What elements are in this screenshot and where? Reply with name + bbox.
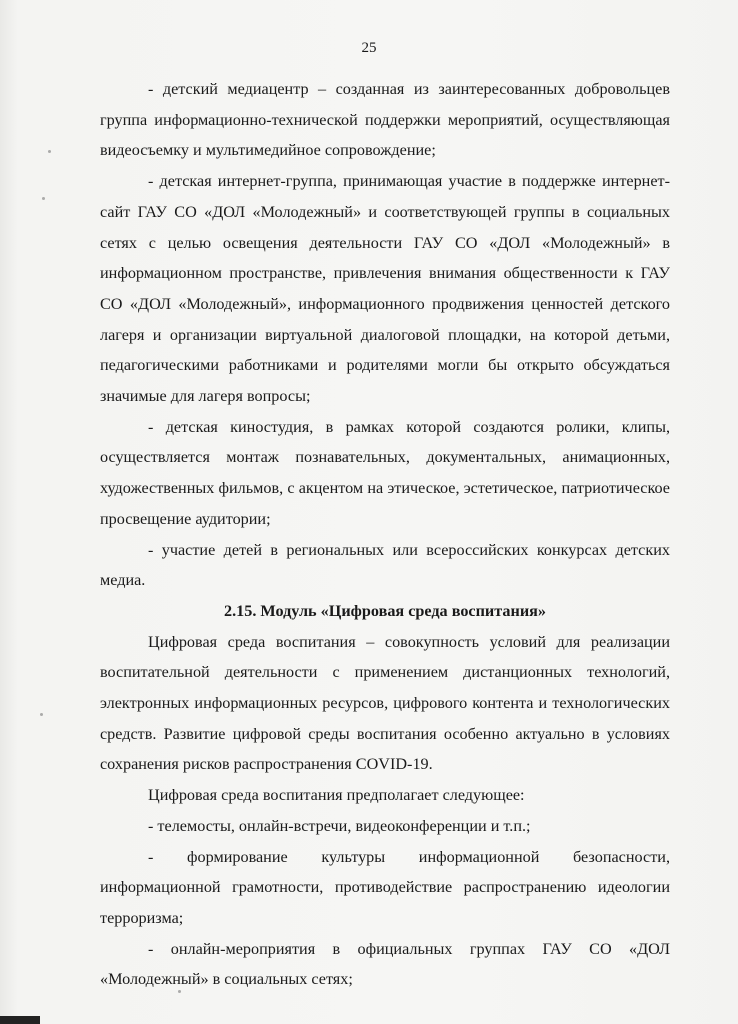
paragraph-digital-env-definition: Цифровая среда воспитания – совокупность условий для реализации воспитательной деятельности с применением дистанционных технологий, электронных информационных ресурсов, цифрового контента и технологических средств. Развитие цифровой среды воспитания особенно актуально в условиях сохранения рисков распространения COVID-19. (100, 632, 670, 774)
paragraph-film-studio: - детская киностудия, в рамках которой создаются ролики, клипы, осуществляется монтаж познавательных, документальных, анимационных, художественных фильмов, с акцентом на этическое, эстетическое, патриотическое просвещение аудитории; (100, 417, 670, 528)
document-body (100, 74, 670, 995)
paragraph-media-center: - детский медиацентр – созданная из заинтересованных добровольцев группа информационно-технической поддержки мероприятий, осуществляющая видеосъемку и мультимедийное сопровождение; (100, 80, 670, 160)
paragraph-telebridges: - телемосты, онлайн-встречи, видеоконференции и т.п.; (148, 816, 531, 835)
paragraph-info-security: - формирование культуры информационной безопасности, информационной грамотности, противодействие распространению идеологии терроризма; (100, 847, 670, 927)
scan-speck (42, 197, 45, 200)
scan-speck (40, 713, 43, 716)
paragraph-online-events: - онлайн-мероприятия в официальных группах ГАУ СО «ДОЛ «Молодежный» в социальных сетях; (100, 939, 670, 989)
paragraph-digital-env-intro: Цифровая среда воспитания предполагает следующее: (148, 786, 525, 805)
scan-speck (48, 150, 51, 153)
paragraph-internet-group: - детская интернет-группа, принимающая участие в поддержке интернет-сайт ГАУ СО «ДОЛ «Молодежный» и соответствующей группы в социальных сетях с целью освещения деятельности ГАУ СО «ДОЛ «Молодежный» в информационном пространстве, привлечения внимания общественности к ГАУ СО «ДОЛ «Молодежный», информационного продвижения ценностей детского лагеря и организации виртуальной диалоговой площадки, на которой детьми, педагогическими работниками и родителями могли бы открыто обсуждаться значимые для лагеря вопросы; (100, 172, 670, 406)
section-heading: 2.15. Модуль «Цифровая среда воспитания» (223, 601, 547, 620)
scan-edge-mark (0, 1016, 40, 1024)
page-number: 25 (361, 40, 377, 56)
paragraph-contests: - участие детей в региональных или всероссийских конкурсах детских медиа. (100, 540, 670, 590)
scan-speck (178, 990, 181, 993)
